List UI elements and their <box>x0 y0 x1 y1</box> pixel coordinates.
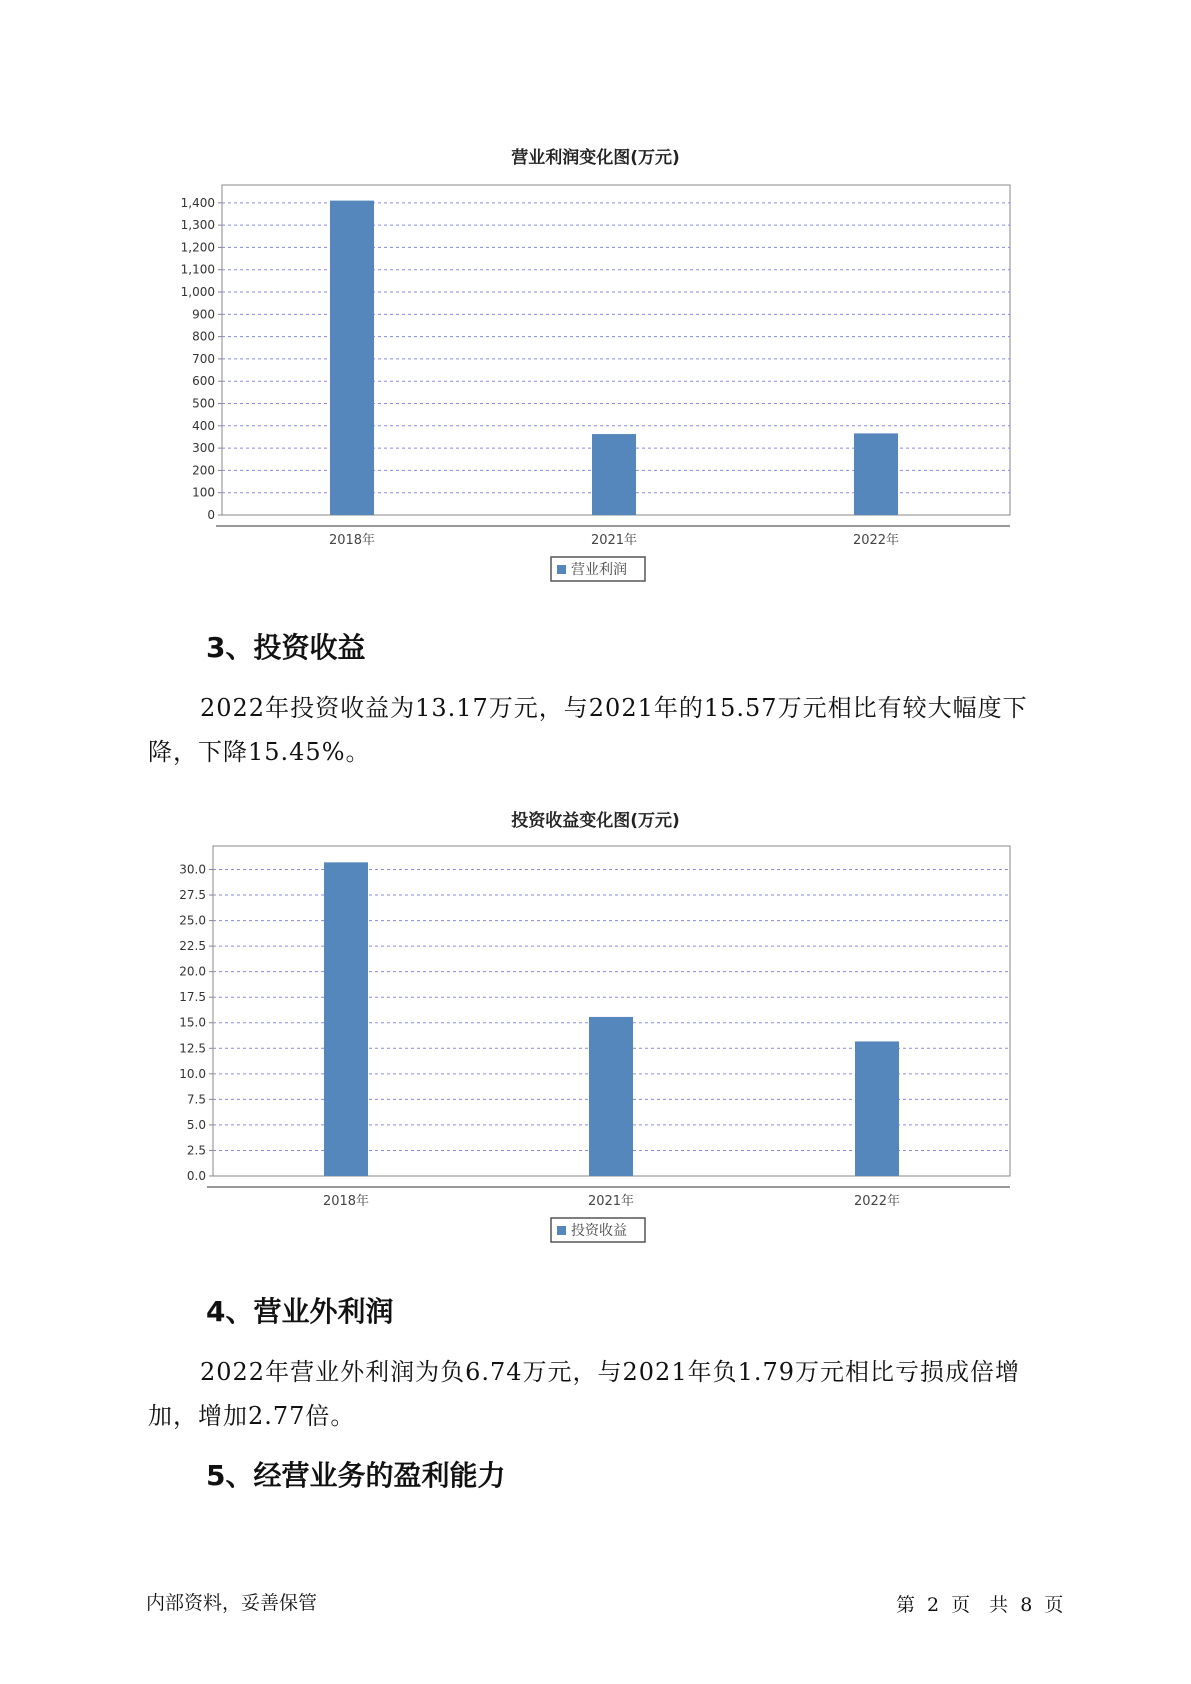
chart-title: 营业利润变化图(万元) <box>511 148 680 168</box>
x-tick-label: 2021年 <box>590 533 638 548</box>
y-tick-label: 500 <box>192 396 215 411</box>
y-tick-label: 0 <box>207 508 215 522</box>
y-tick-label: 22.5 <box>179 939 206 954</box>
x-tick-label: 2021年 <box>587 1194 635 1209</box>
y-tick-label: 900 <box>192 307 215 322</box>
section-heading-operating-profitability: 5、经营业务的盈利能力 <box>206 1459 506 1492</box>
section-heading-investment-income: 3、投资收益 <box>206 631 366 664</box>
paragraph-non-operating-profit: 2022年营业外利润为负6.74万元，与2021年负1.79万元相比亏损成倍增加，增加2.77倍。 <box>148 1358 1021 1430</box>
bar <box>592 434 636 515</box>
y-tick-label: 600 <box>192 374 215 389</box>
y-tick-label: 17.5 <box>179 990 206 1005</box>
chart-title: 投资收益变化图(万元) <box>511 811 680 831</box>
legend-label: 营业利润 <box>571 562 627 578</box>
y-tick-label: 25.0 <box>179 913 206 928</box>
y-tick-label: 1,000 <box>180 285 215 300</box>
footer-confidential-note: 内部资料，妥善保管 <box>146 1592 318 1614</box>
y-tick-label: 1,200 <box>180 240 215 255</box>
y-tick-label: 27.5 <box>179 888 206 903</box>
legend-swatch <box>557 565 566 574</box>
legend-swatch <box>557 1226 566 1235</box>
y-tick-label: 12.5 <box>179 1041 206 1056</box>
y-tick-label: 10.0 <box>179 1066 206 1081</box>
y-tick-label: 400 <box>192 418 215 433</box>
y-tick-label: 200 <box>192 463 215 478</box>
legend-label: 投资收益 <box>571 1223 627 1239</box>
y-tick-label: 5.0 <box>186 1117 206 1132</box>
y-tick-label: 1,400 <box>180 195 215 210</box>
bar <box>855 1041 899 1176</box>
y-tick-label: 800 <box>192 329 215 344</box>
y-tick-label: 30.0 <box>179 862 206 877</box>
x-tick-label: 2022年 <box>852 533 900 548</box>
operating-profit-chart <box>0 170 1191 590</box>
y-tick-label: 300 <box>192 441 215 456</box>
investment-income-chart <box>0 833 1191 1253</box>
footer-page-number: 第 2 页 共 8 页 <box>896 1594 1064 1616</box>
x-tick-label: 2018年 <box>322 1194 370 1209</box>
y-tick-label: 100 <box>192 485 215 500</box>
bar <box>324 862 368 1176</box>
y-tick-label: 7.5 <box>186 1092 206 1107</box>
bar <box>589 1017 633 1176</box>
y-tick-label: 20.0 <box>179 964 206 979</box>
bar <box>330 201 374 515</box>
paragraph-investment-income: 2022年投资收益为13.17万元，与2021年的15.57万元相比有较大幅度下降，下降15.45%。 <box>148 694 1028 766</box>
y-tick-label: 2.5 <box>186 1143 206 1158</box>
y-tick-label: 1,300 <box>180 218 215 233</box>
section-heading-non-operating-profit: 4、营业外利润 <box>206 1295 394 1328</box>
y-tick-label: 15.0 <box>179 1015 206 1030</box>
y-tick-label: 1,100 <box>180 262 215 277</box>
x-tick-label: 2022年 <box>853 1194 901 1209</box>
bar <box>854 433 898 515</box>
y-tick-label: 700 <box>192 351 215 366</box>
y-tick-label: 0.0 <box>186 1169 206 1183</box>
x-tick-label: 2018年 <box>328 533 376 548</box>
